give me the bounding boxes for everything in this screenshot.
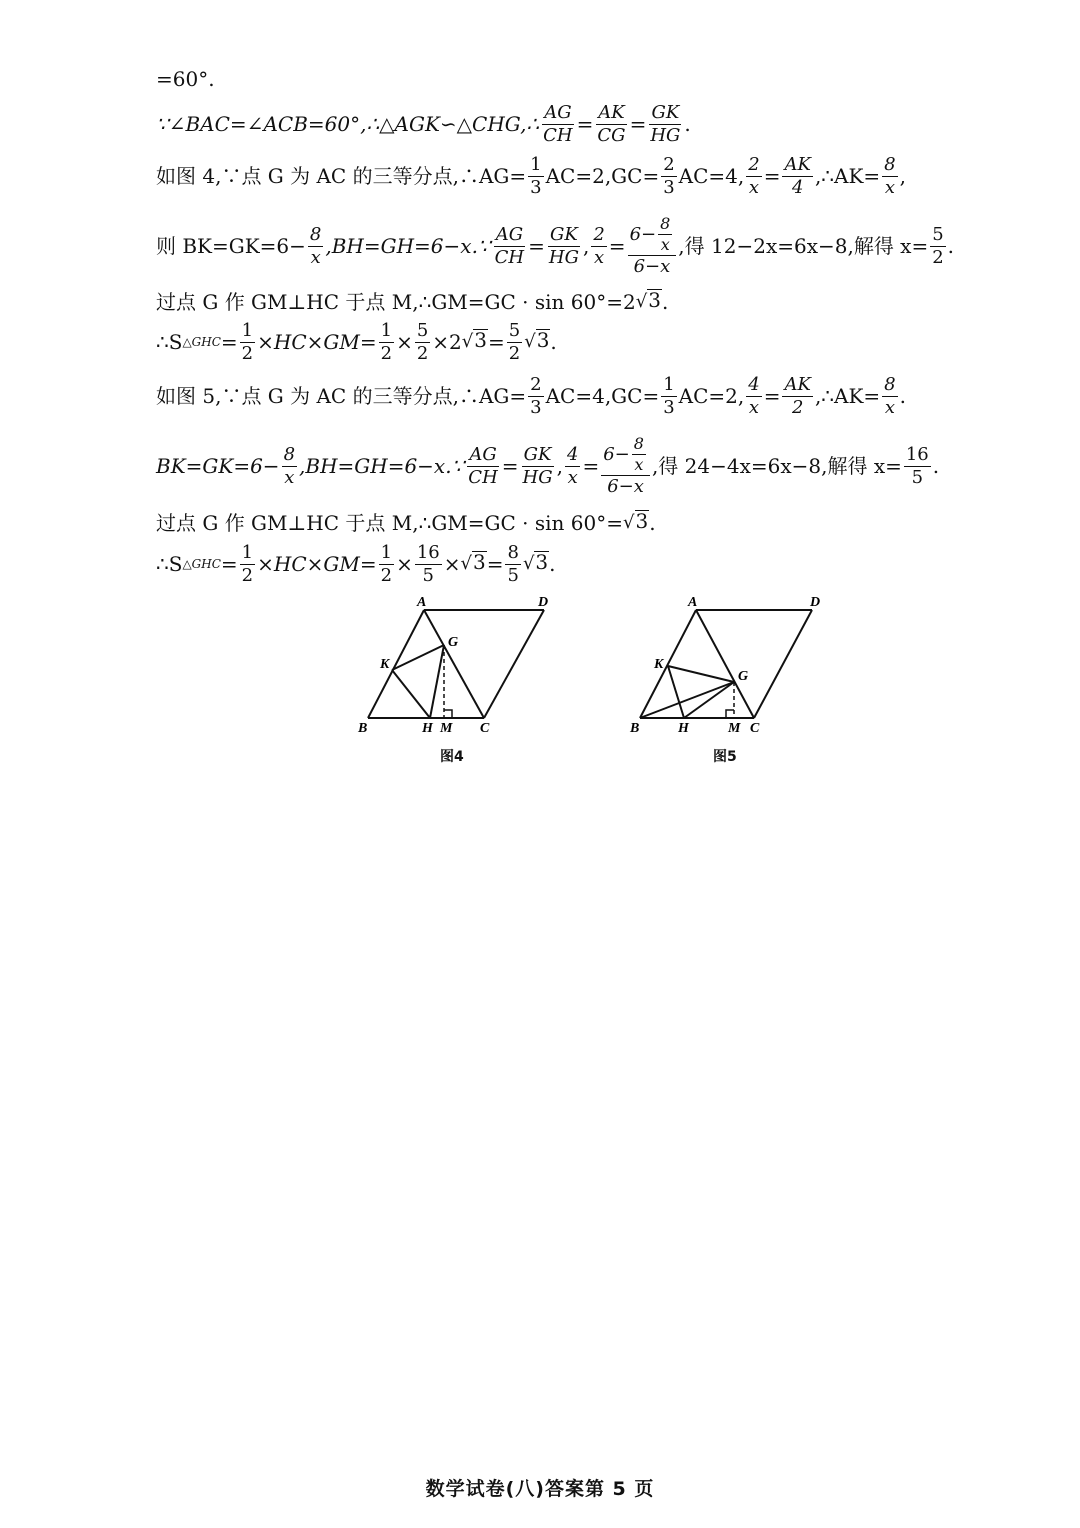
num: 1	[241, 319, 254, 341]
sqrt: √ 3	[623, 509, 649, 533]
den: 3	[530, 396, 542, 418]
text: AC=2,	[678, 384, 745, 408]
num: 16	[905, 443, 929, 465]
text: ∴S	[156, 330, 183, 354]
figure-5-diagram	[620, 590, 840, 750]
den: x	[748, 396, 760, 418]
fraction	[648, 101, 682, 146]
fraction	[507, 319, 522, 364]
den: 2	[416, 342, 429, 364]
solution-line-6: ∴S △GHC = $\frac{1}{2}$ ×HC×GM= $\frac{1}{2}$ × $\frac{5}{2}$ ×2 √ 3 = $\frac{5}{2}$ √ 3 .	[156, 319, 557, 364]
label-K: K	[380, 657, 390, 672]
text: ∴S	[156, 552, 183, 576]
fraction	[547, 223, 581, 268]
num-text: 6−	[629, 223, 657, 245]
den: 2	[241, 342, 254, 364]
den: CH	[494, 246, 525, 268]
den: 5	[422, 564, 434, 586]
label-M: M	[440, 721, 453, 736]
label-M: M	[728, 721, 741, 736]
solution-line-9: 过点 G 作 GM⊥HC 于点 M,∴GM=GC · sin 60°= √ 3 .	[156, 509, 656, 535]
num	[601, 436, 650, 476]
figure-4-caption: 图4	[440, 749, 464, 765]
label-A: A	[417, 595, 427, 610]
solution-line-3: 如图 4,∵点 G 为 AC 的三等分点,∴AG= $\frac{1}{3}$ AC=2,GC= $\frac{2}{3}$ AC=4, $\frac{2}{x}$ = $\frac{AK}{4}$ ,∴AK= $\frac{8}{x}$ ,	[156, 153, 906, 198]
den: 2	[380, 342, 393, 364]
num: 2	[748, 153, 760, 175]
fraction	[595, 101, 627, 146]
num: AK	[598, 101, 625, 123]
num: 8	[633, 434, 644, 453]
den: 5	[507, 564, 519, 586]
subscript: △GHC	[182, 557, 221, 571]
fraction	[240, 319, 255, 364]
label-H: H	[422, 721, 433, 736]
label-K: K	[654, 657, 664, 672]
num: 2	[593, 223, 605, 245]
compound-fraction	[628, 216, 677, 276]
edge-CD	[484, 610, 544, 718]
num: AK	[784, 373, 811, 395]
den: 6−x	[633, 256, 671, 277]
text: ,BH=GH=6−x.∵	[325, 234, 491, 258]
text: AC=2,GC=	[545, 164, 660, 188]
edge-GH	[430, 645, 444, 718]
num: 8	[309, 223, 322, 245]
fraction	[415, 319, 430, 364]
solution-line-7: 如图 5,∵点 G 为 AC 的三等分点,∴AG= $\frac{2}{3}$ AC=4,GC= $\frac{1}{3}$ AC=2, $\frac{4}{x}$ = $\frac{AK}{2}$ ,∴AK= $\frac{8}{x}$ .	[156, 373, 906, 418]
fraction	[565, 443, 580, 488]
text: ×2	[432, 330, 462, 354]
edge-AB	[640, 610, 696, 718]
edge-GB	[640, 682, 734, 718]
num: 5	[508, 319, 521, 341]
den: x	[593, 246, 605, 268]
num-text: 6−	[603, 443, 630, 465]
text: BK=GK=6−	[156, 454, 280, 478]
edge-KG	[668, 666, 734, 682]
subscript: △GHC	[182, 335, 221, 349]
num: 8	[884, 153, 896, 175]
num: 2	[530, 373, 542, 395]
den: x	[634, 455, 644, 474]
text: ,BH=GH=6−x.∵	[299, 454, 465, 478]
text: AC=4,GC=	[545, 384, 660, 408]
solution-line-10: ∴S △GHC = $\frac{1}{2}$ ×HC×GM= $\frac{1}{2}$ × $\frac{16}{5}$ × √ 3 = $\frac{8}{5}$ √ 3 .	[156, 541, 556, 586]
fraction	[882, 373, 897, 418]
sqrt-arg: 3	[535, 550, 549, 574]
sqrt: √ 3	[635, 288, 661, 312]
den: HG	[522, 466, 553, 488]
fraction	[379, 319, 394, 364]
num: GK	[651, 101, 680, 123]
sqrt-arg: 3	[536, 328, 550, 352]
num: 1	[380, 541, 393, 563]
label-C: C	[480, 721, 490, 736]
fraction	[493, 223, 526, 268]
solution-line-2: ∵∠BAC=∠ACB=60°,∴△AGK∽△CHG,∴ $\frac{AG}{CH}$ = $\frac{AK}{CG}$ = $\frac{GK}{HG}$ .	[156, 101, 691, 146]
num: 16	[416, 541, 440, 563]
fraction	[505, 541, 520, 586]
num: 1	[380, 319, 393, 341]
num: 4	[566, 443, 579, 465]
fraction	[661, 153, 676, 198]
fraction	[521, 443, 555, 488]
num: 1	[241, 541, 254, 563]
den: 3	[663, 396, 675, 418]
fraction	[661, 373, 676, 418]
fraction	[528, 373, 543, 418]
num: 8	[660, 214, 671, 233]
fraction	[591, 223, 606, 268]
text: =60°.	[156, 67, 215, 91]
num: 2	[663, 153, 675, 175]
den: x	[884, 396, 895, 418]
fraction	[782, 153, 812, 198]
fraction	[882, 153, 897, 198]
den: 2	[791, 396, 804, 418]
text: AC=4,	[678, 164, 745, 188]
num: GK	[550, 223, 578, 245]
fraction	[282, 443, 297, 488]
label-A: A	[688, 595, 698, 610]
fraction	[930, 223, 945, 268]
fraction	[415, 541, 442, 586]
den: 3	[663, 176, 675, 198]
den: x	[310, 246, 321, 268]
sqrt-arg: 3	[474, 328, 487, 352]
sqrt: √ 3	[522, 550, 549, 574]
label-B: B	[358, 721, 368, 736]
num: 4	[748, 373, 760, 395]
figure-5-caption: 图5	[713, 749, 737, 765]
den: x	[884, 176, 895, 198]
label-D: D	[810, 595, 821, 610]
text: ∵∠BAC=∠ACB=60°,∴△AGK∽△CHG,∴	[156, 112, 540, 136]
text: 过点 G 作 GM⊥HC 于点 M,∴GM=GC · sin 60°=2	[156, 290, 636, 314]
edge-CD	[754, 610, 812, 718]
text: 则 BK=GK=6−	[156, 234, 306, 258]
fraction	[541, 101, 574, 146]
den: 3	[530, 176, 542, 198]
fraction	[746, 373, 761, 418]
den: x	[567, 466, 578, 488]
fraction	[466, 443, 499, 488]
text: ,∴AK=	[814, 164, 881, 188]
den: CH	[543, 124, 573, 146]
sqrt-arg: 3	[648, 288, 661, 312]
text: 如图 5,∵点 G 为 AC 的三等分点,∴AG=	[156, 384, 527, 408]
den: 2	[241, 564, 254, 586]
solution-line-1	[156, 66, 215, 92]
num: GK	[523, 443, 552, 465]
sqrt-arg: 3	[472, 550, 486, 574]
num	[628, 216, 677, 256]
num: AK	[784, 153, 811, 175]
edge-AB	[368, 610, 424, 718]
num: 5	[932, 223, 944, 245]
fraction	[528, 153, 543, 198]
sqrt-arg: 3	[635, 509, 649, 533]
text: ×HC×GM=	[257, 330, 377, 354]
num: 1	[663, 373, 675, 395]
label-H: H	[678, 721, 689, 736]
compound-fraction	[601, 436, 650, 496]
den: 5	[911, 466, 924, 488]
text: ,得 24−4x=6x−8,解得 x=	[651, 454, 902, 478]
den: 6−x	[607, 476, 644, 497]
den: x	[284, 466, 295, 488]
edge-KH	[668, 666, 684, 718]
label-D: D	[538, 595, 549, 610]
label-G: G	[738, 669, 749, 684]
sqrt: √ 3	[461, 328, 487, 352]
right-angle-mark	[726, 710, 734, 718]
solution-line-4: 则 BK=GK=6− $\frac{8}{x}$ ,BH=GH=6−x.∵ $\frac{AG}{CH}$ = $\frac{GK}{HG}$ , $\frac{2}{x}$ = 6− $\frac{8}{x}$ 6−x ,得 12−2x=6x−8,解得 x= $\frac{5}{2}$ .	[156, 214, 955, 277]
den: HG	[650, 124, 681, 146]
text: ,得 12−2x=6x−8,解得 x=	[678, 234, 929, 258]
fraction	[379, 541, 394, 586]
right-angle-mark	[444, 710, 452, 718]
text: 过点 G 作 GM⊥HC 于点 M,∴GM=GC · sin 60°=	[156, 511, 624, 535]
label-C: C	[750, 721, 760, 736]
edge-KH	[392, 670, 430, 718]
inner-fraction	[658, 216, 672, 253]
num: 8	[283, 443, 296, 465]
den: CH	[468, 466, 498, 488]
figure-4-diagram	[350, 590, 570, 750]
label-B: B	[630, 721, 640, 736]
text: 如图 4,∵点 G 为 AC 的三等分点,∴AG=	[156, 164, 527, 188]
fraction	[746, 153, 761, 198]
num: 8	[884, 373, 896, 395]
fraction	[782, 373, 812, 418]
solution-line-5: 过点 G 作 GM⊥HC 于点 M,∴GM=GC · sin 60°=2 √ 3 .	[156, 288, 669, 314]
label-G: G	[448, 635, 459, 650]
num: 8	[507, 541, 519, 563]
text: ,∴AK=	[814, 384, 881, 408]
den: 2	[932, 246, 944, 268]
page-footer: 数学试卷(八)答案第 5 页	[425, 1478, 655, 1500]
edge-AC	[696, 610, 754, 718]
fraction	[308, 223, 323, 268]
den: HG	[548, 246, 579, 268]
num: 5	[416, 319, 429, 341]
num: 1	[530, 153, 542, 175]
num: AG	[544, 101, 572, 123]
den: 2	[508, 342, 521, 364]
sqrt: √ 3	[524, 328, 550, 352]
sqrt: √ 3	[460, 550, 486, 574]
den: x	[660, 235, 670, 254]
inner-fraction	[632, 436, 646, 473]
fraction	[240, 541, 255, 586]
text: ×HC×GM=	[257, 552, 377, 576]
num: AG	[495, 223, 524, 245]
solution-line-8: BK=GK=6− $\frac{8}{x}$ ,BH=GH=6−x.∵ $\frac{AG}{CH}$ = $\frac{GK}{HG}$ , $\frac{4}{x}$ = 6− $\frac{8}{x}$ 6−x ,得 24−4x=6x−8,解得 x= $\frac{16}{5}$ .	[156, 434, 940, 497]
fraction	[904, 443, 931, 488]
num: AG	[469, 443, 497, 465]
den: 4	[791, 176, 804, 198]
den: CG	[597, 124, 626, 146]
den: x	[748, 176, 760, 198]
den: 2	[380, 564, 393, 586]
